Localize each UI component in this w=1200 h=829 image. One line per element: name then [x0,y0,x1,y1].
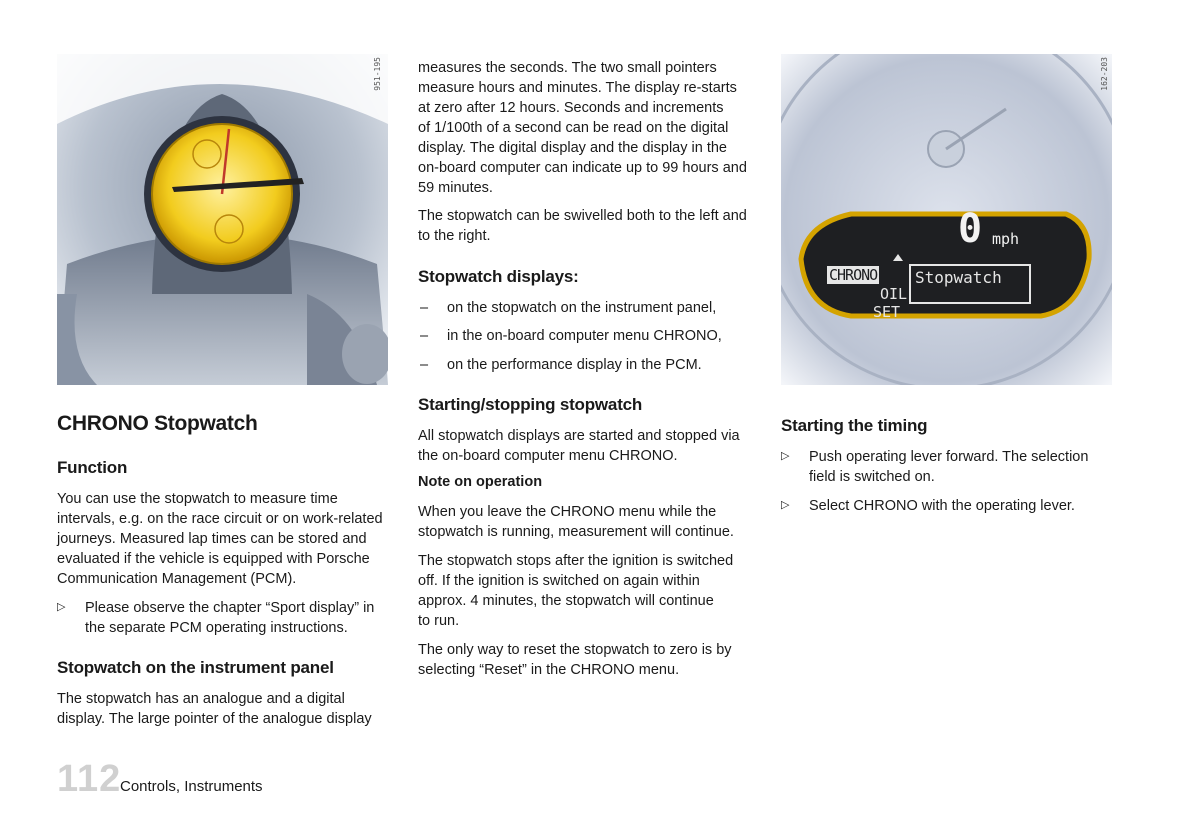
list-dash-icon: – [420,300,429,316]
display-menu-item-chrono: CHRONO [829,266,878,284]
page-number: 112 [57,758,122,800]
text-line: The stopwatch stops after the ignition is switched [418,553,734,569]
instruction-triangle-icon: ▷ [781,499,790,511]
text-line: 59 minutes. [418,180,493,196]
text-line: Please observe the chapter “Sport display” in [85,600,375,616]
text-line: intervals, e.g. on the race circuit or on work-related [57,511,383,527]
onboard-display-figure [781,54,1112,385]
text-line: All stopwatch displays are started and stopped via [418,428,740,444]
function-paragraph [57,489,402,589]
display-menu-item-set: SET [873,303,901,321]
stopwatch-dashboard-figure [57,54,388,385]
intro-paragraph [418,58,758,198]
text-line: measures the seconds. The two small pointers [418,60,717,76]
timing-step-2 [809,496,1149,516]
text-line: field is switched on. [809,469,935,485]
left-figure-code: 951-195 [373,57,382,91]
text-line: to run. [418,613,460,629]
text-line: at zero after 12 hours. Seconds and increments [418,100,724,116]
startstop-paragraph [418,426,758,466]
text-line: the on-board computer menu CHRONO. [418,448,678,464]
stopwatch-illustration [57,54,388,385]
displays-list-item: in the on-board computer menu CHRONO, [447,328,722,344]
timing-heading: Starting the timing [781,416,928,435]
function-heading: Function [57,458,128,477]
display-speed-unit: mph [992,230,1020,248]
text-line: Push operating lever forward. The selection [809,449,1089,465]
instruction-triangle-icon: ▷ [57,601,66,613]
instruction-triangle-icon: ▷ [781,450,790,462]
list-dash-icon: – [420,357,429,373]
timing-step-1 [809,447,1149,487]
text-line: The only way to reset the stopwatch to zero is by [418,642,732,658]
text-line: stopwatch is running, measurement will continue. [418,524,734,540]
displays-heading: Stopwatch displays: [418,267,579,286]
section-name: Controls, Instruments [120,778,263,795]
note-paragraph-1 [418,502,758,542]
selection-arrow-icon [893,254,903,261]
instrument-panel-paragraph [57,689,397,729]
text-line: measure hours and minutes. The display re-starts [418,80,737,96]
text-line: display. The digital display and the display in the [418,140,727,156]
text-line: Communication Management (PCM). [57,571,297,587]
display-selection-field: Stopwatch [909,264,1031,304]
text-line: the separate PCM operating instructions. [85,620,348,636]
display-menu-item-oil: OIL [880,285,908,303]
note-paragraph-2 [418,551,758,631]
text-line: When you leave the CHRONO menu while the [418,504,717,520]
text-line: of 1/100th of a second can be read on the digital [418,120,729,136]
right-figure-code: 162-203 [1100,57,1109,91]
note-heading: Note on operation [418,474,543,490]
displays-list-item: on the stopwatch on the instrument panel, [447,300,717,316]
text-line: The stopwatch can be swivelled both to the left and [418,208,747,224]
display-speed-value: 0 [958,206,983,252]
text-line: evaluated if the vehicle is equipped with Porsche [57,551,370,567]
startstop-heading: Starting/stopping stopwatch [418,395,643,414]
text-line: off. If the ignition is switched on again within [418,573,700,589]
note-paragraph-3 [418,640,758,680]
text-line: approx. 4 minutes, the stopwatch will continue [418,593,714,609]
pcm-note [85,598,425,638]
text-line: on-board computer can indicate up to 99 hours and [418,160,747,176]
displays-list-item: on the performance display in the PCM. [447,357,702,373]
swivel-paragraph [418,206,758,246]
page-title: CHRONO Stopwatch [57,412,258,435]
list-dash-icon: – [420,328,429,344]
text-line: The stopwatch has an analogue and a digital [57,691,345,707]
display-illustration [781,54,1112,385]
text-line: Select CHRONO with the operating lever. [809,498,1075,514]
text-line: display. The large pointer of the analogue display [57,711,372,727]
text-line: You can use the stopwatch to measure time [57,491,338,507]
text-line: journeys. Measured lap times can be stored and [57,531,367,547]
instrument-panel-heading: Stopwatch on the instrument panel [57,658,334,677]
text-line: to the right. [418,228,491,244]
text-line: selecting “Reset” in the CHRONO menu. [418,662,680,678]
